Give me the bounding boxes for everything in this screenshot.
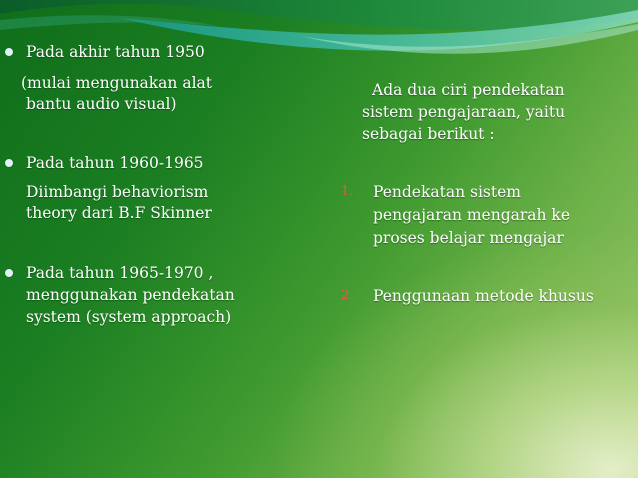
item3-line3: system (system approach) (26, 308, 232, 326)
item1-title: Pada akhir tahun 1950 (26, 43, 205, 61)
item2-title: Pada tahun 1960-1965 (26, 154, 204, 172)
list-item-1-line3: proses belajar mengajar (373, 229, 564, 247)
intro-line2: sistem pengajaraan, yaitu (362, 103, 566, 121)
item2-sub-line2: theory dari B.F Skinner (26, 204, 212, 222)
item1-sub-line2: bantu audio visual) (26, 95, 177, 113)
list-item-1-line1: Pendekatan sistem (373, 183, 521, 201)
item1-sub-line1: (mulai mengunakan alat (21, 74, 213, 92)
item3-line2: menggunakan pendekatan (26, 286, 235, 304)
list-item-1-line2: pengajaran mengarah ke (373, 206, 570, 224)
item3-line1: Pada tahun 1965-1970 , (26, 264, 214, 282)
list-item-2-line1: Penggunaan metode khusus (373, 287, 594, 305)
list-number-1: 1. (341, 184, 354, 199)
bullet-icon (5, 159, 13, 167)
item2-sub-line1: Diimbangi behaviorism (26, 183, 209, 201)
intro-line1: Ada dua ciri pendekatan (372, 81, 565, 99)
bullet-icon (5, 269, 13, 277)
list-number-2: 2. (341, 288, 354, 303)
bullet-icon (5, 48, 13, 56)
intro-line3: sebagai berikut : (362, 125, 495, 143)
